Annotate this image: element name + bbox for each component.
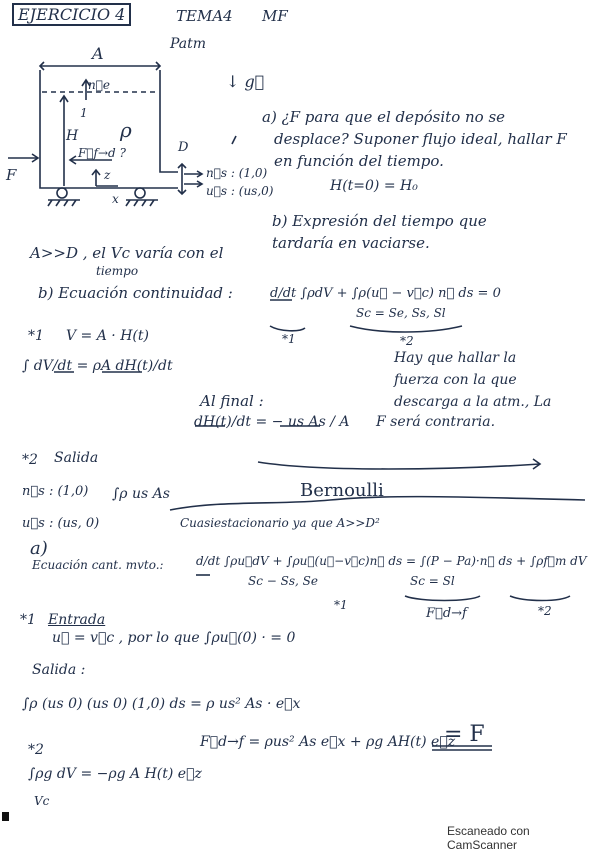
momentum-mark-2: *2 (538, 604, 552, 618)
note-line3: descarga a la atm., La (394, 394, 552, 410)
force-question: F⃗f→d ? (78, 146, 126, 160)
d-label: D (178, 140, 189, 155)
exercise-title: EJERCICIO 4 (12, 3, 131, 26)
result-equation: F⃗d→f = ρus² As e⃗x + ρg AH(t) e⃗z (200, 734, 456, 750)
assumption-text: A>>D , el Vc varía con el (30, 244, 224, 262)
height-label: H (66, 128, 79, 144)
entrada-mark: *1 (20, 612, 36, 628)
exit-equation: ∫ρ us As (112, 486, 170, 502)
patm-label: Patm (170, 36, 207, 52)
continuity-label: b) Ecuación continuidad : (38, 284, 233, 302)
quasistationary-note: Cuasiestacionario ya que A>>D² (180, 516, 380, 530)
rho-label: ρ (120, 118, 132, 142)
salida-title: Salida : (32, 662, 86, 678)
momentum-equation: d/dt ∫ρu⃗dV + ∫ρu⃗(u⃗−v⃗c)n⃗ ds = ∫(P − Pa)·n⃗ ds + ∫ρf⃗m dV (196, 554, 587, 568)
width-label: A (92, 44, 104, 63)
external-force-label: F (6, 166, 17, 184)
step1-mark: *1 (28, 328, 44, 344)
assumption-sub: tiempo (96, 264, 139, 278)
entrada-equation: u⃗ = v⃗c , por lo que ∫ρu⃗(0) · = 0 (52, 630, 296, 646)
question-a-line3: en función del tiempo. (274, 152, 444, 170)
exit-title: Salida (54, 450, 99, 466)
momentum-surfaces: Sc − Ss, Se (248, 574, 318, 588)
continuity-surfaces: Sc = Se, Ss, Sl (356, 306, 446, 320)
continuity-mark-2: *2 (400, 334, 414, 348)
one-label: 1 (80, 106, 88, 120)
z-axis-label: z (104, 168, 111, 182)
note-line1: Hay que hallar la (394, 350, 517, 366)
continuity-mark-1: *1 (282, 332, 296, 346)
gravity-vc: Vc (34, 794, 50, 808)
question-b-line2: tardaría en vaciarse. (272, 234, 430, 252)
ne-label: n⃗e (88, 78, 111, 92)
volume-derivative: ∫ dV/dt = ρA dH(t)/dt (22, 358, 173, 374)
result-f: = F (444, 722, 485, 747)
continuity-equation: d/dt ∫ρdV + ∫ρ(u⃗ − v⃗c) n⃗ ds = 0 (270, 286, 501, 301)
us-label: u⃗s : (us,0) (206, 184, 274, 198)
tank-wall-right (160, 70, 178, 172)
scan-marker (2, 812, 9, 821)
gravity-equation: ∫ρg dV = −ρg A H(t) e⃗z (28, 766, 202, 782)
x-axis-label: x (112, 192, 119, 206)
final-equation: dH(t)/dt = − us As / A (194, 414, 350, 430)
initial-condition: H(t=0) = H₀ (330, 178, 418, 194)
topic-label: TEMA4 (176, 7, 233, 25)
final-label: Al final : (200, 392, 264, 410)
momentum-mark-1: *1 (334, 598, 348, 612)
exit-ns: n⃗s : (1,0) (22, 484, 89, 499)
volume-equation: V = A · H(t) (66, 328, 149, 344)
entrada-title: Entrada (48, 612, 106, 628)
momentum-label: Ecuación cant. mvto.: (32, 558, 164, 572)
bernoulli-label: Bernoulli (300, 480, 384, 501)
exit-us: u⃗s : (us, 0) (22, 516, 100, 531)
fd-label: F⃗d→f (426, 606, 467, 621)
momentum-a-label: a) (30, 538, 48, 559)
note-line4: F será contraria. (376, 414, 496, 430)
note-line2: fuerza con la que (394, 372, 517, 388)
exit-mark: *2 (22, 452, 38, 468)
question-a-line1: a) ¿F para que el depósito no se (262, 108, 506, 126)
camscanner-watermark: Escaneado con CamScanner (447, 824, 530, 852)
gravity-mark: *2 (28, 742, 44, 758)
subject-label: MF (262, 7, 288, 25)
gravity-label: ↓ g⃗ (226, 72, 265, 91)
question-a-line2: desplace? Suponer flujo ideal, hallar F (274, 130, 567, 148)
salida-equation: ∫ρ (us 0) (us 0) (1,0) ds = ρ us² As · e⃗x (22, 696, 301, 712)
question-b-line1: b) Expresión del tiempo que (272, 212, 487, 230)
momentum-lateral: Sc = Sl (410, 574, 455, 588)
ns-label: n⃗s : (1,0) (206, 166, 268, 180)
